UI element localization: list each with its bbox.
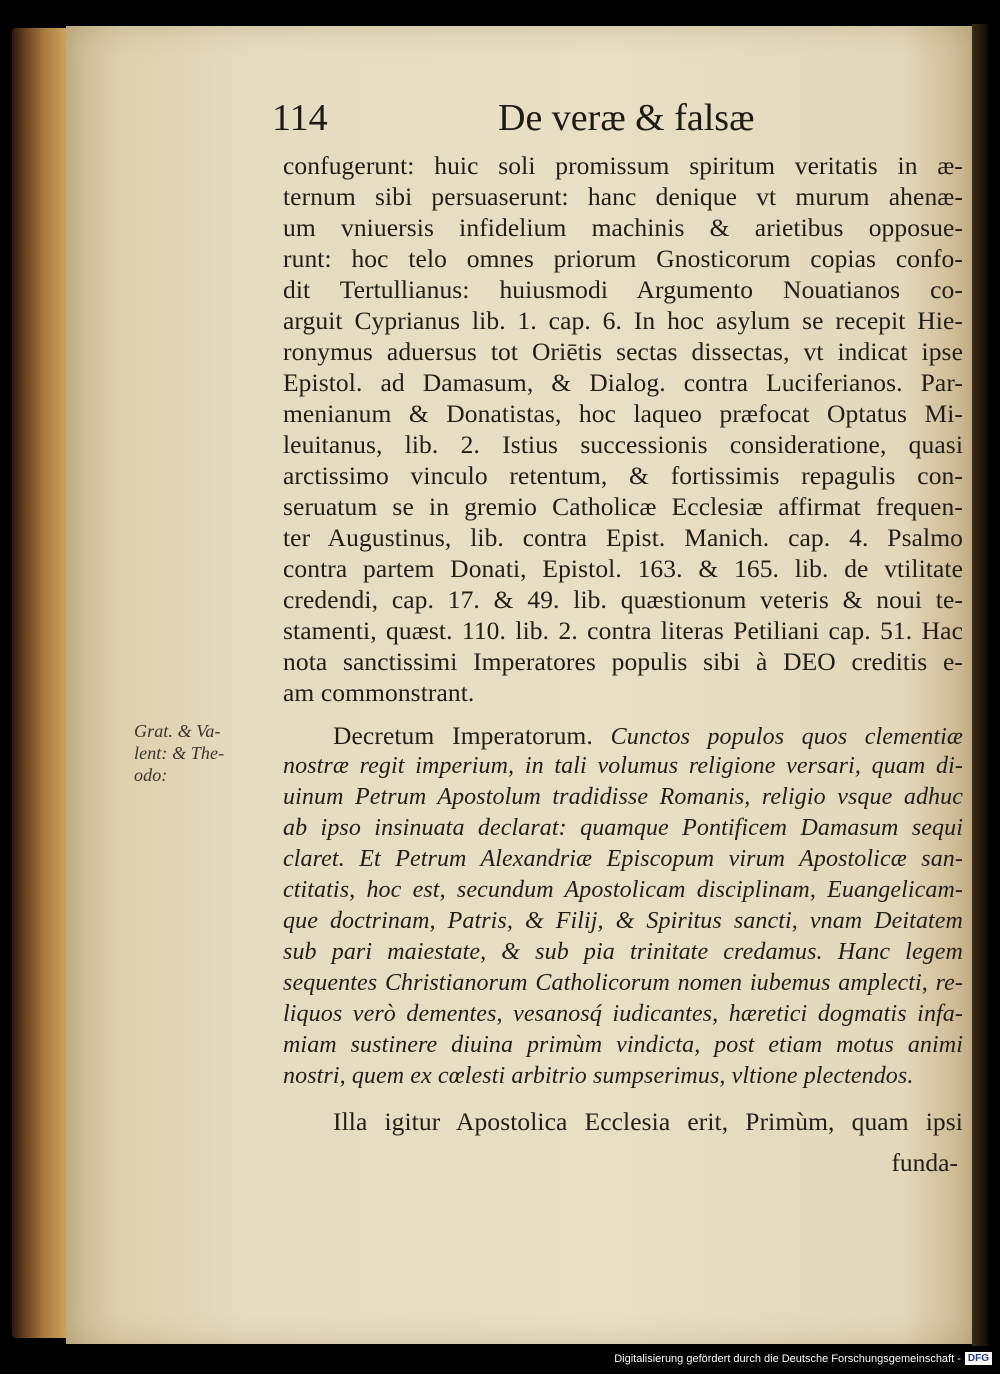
text-line: seruatum se in gremio Catholicæ Ecclesiæ affirmat frequen- [283,492,963,521]
text-line: um vniuersis infidelium machinis & arietibus opposue- [283,213,963,242]
decretum-first-line [333,720,963,751]
catchword: funda- [891,1148,958,1177]
decretum-first-line-text: Cunctos populos quos clementiæ [610,724,963,750]
decretum-line: claret. Et Petrum Alexandriæ Episcopum virum Apostolicæ san- [283,846,963,872]
digitization-credit [614,1352,992,1365]
decretum-line: ctitatis, hoc est, secundum Apostolicam disciplinam, Euangelicam- [283,877,963,903]
marginal-line: odo: [134,765,168,785]
text-line: nota sanctissimi Imperatores populis sibi à DEO creditis e- [283,647,963,676]
text-line: credendi, cap. 17. & 49. lib. quæstionum veteris & noui te- [283,585,963,614]
text-line: leuitanus, lib. 2. Istius successionis consideratione, quasi [283,430,963,459]
decretum-heading-line [333,720,963,751]
decretum-text-block [283,751,963,1092]
text-line: contra partem Donati, Epistol. 163. & 165. lib. de vtilitate [283,554,963,583]
decretum-line: que doctrinam, Patris, & Filij, & Spiritus sancti, vnam Deitatem [283,908,963,934]
text-line: dit Tertullianus: huiusmodi Argumento Nouatianos co- [283,275,963,304]
running-head [272,96,972,156]
text-line: ternum sibi persuaserunt: hanc denique vt murum ahenæ- [283,182,963,211]
text-line: stamenti, quæst. 110. lib. 2. contra literas Petiliani cap. 51. Hac [283,616,963,645]
dfg-logo: DFG [965,1352,992,1365]
text-line: menianum & Donatistas, hoc laqueo præfocat Optatus Mi- [283,399,963,428]
decretum-heading: Decretum Imperatorum. [333,721,593,750]
text-line: confugerunt: huic soli promissum spiritum veritatis in æ- [283,151,963,180]
credit-text: Digitalisierung gefördert durch die Deutsche Forschungsgemeinschaft - [614,1352,961,1365]
decretum-line: nostri, quem ex cœlesti arbitrio sumpserimus, vltione plectendos. [283,1063,914,1089]
text-line: Illa igitur Apostolica Ecclesia erit, Primùm, quam ipsi [333,1107,963,1136]
main-text-block [283,150,963,708]
decretum-line: nostræ regit imperium, in tali volumus religione versari, quam di- [283,753,963,779]
decretum-line: sub pari maiestate, & sub pia trinitate credamus. Hanc legem [283,939,963,965]
decretum-line: liquos verò dementes, vesanosq́ iudicantes, hæretici dogmatis infa- [283,1001,963,1027]
text-line: ter Augustinus, lib. contra Epist. Manich. cap. 4. Psalmo [283,523,963,552]
text-line: arctissimo vinculo retentum, & fortissimis repagulis con- [283,461,963,490]
text-line: arguit Cyprianus lib. 1. cap. 6. In hoc asylum se recepit Hie- [283,306,963,335]
decretum-line: sequentes Christianorum Catholicorum nomen iubemus amplecti, re- [283,970,963,996]
decretum-line: ab ipso insinuata declarat: quamque Pontificem Damasum sequi [283,815,963,841]
page-number: 114 [272,97,328,139]
page-gutter-shadow [972,24,988,1346]
marginal-line: lent: & The- [134,743,225,763]
decretum-line: uinum Petrum Apostolum tradidisse Romanis, religio vsque adhuc [283,784,963,810]
text-line: Epistol. ad Damasum, & Dialog. contra Luciferianos. Par- [283,368,963,397]
text-line: runt: hoc telo omnes priorum Gnosticorum copias confo- [283,244,963,273]
marginal-note [134,720,284,786]
decretum-line: miam sustinere diuina primùm vindicta, post etiam motus animi [283,1032,963,1058]
marginal-line: Grat. & Va- [134,721,221,741]
text-line: ronymus aduersus tot Oriētis sectas dissectas, vt indicat ipse [283,337,963,366]
text-line: am commonstrant. [283,678,475,707]
closing-paragraph [333,1106,963,1137]
running-title: De veræ & falsæ [498,97,755,139]
